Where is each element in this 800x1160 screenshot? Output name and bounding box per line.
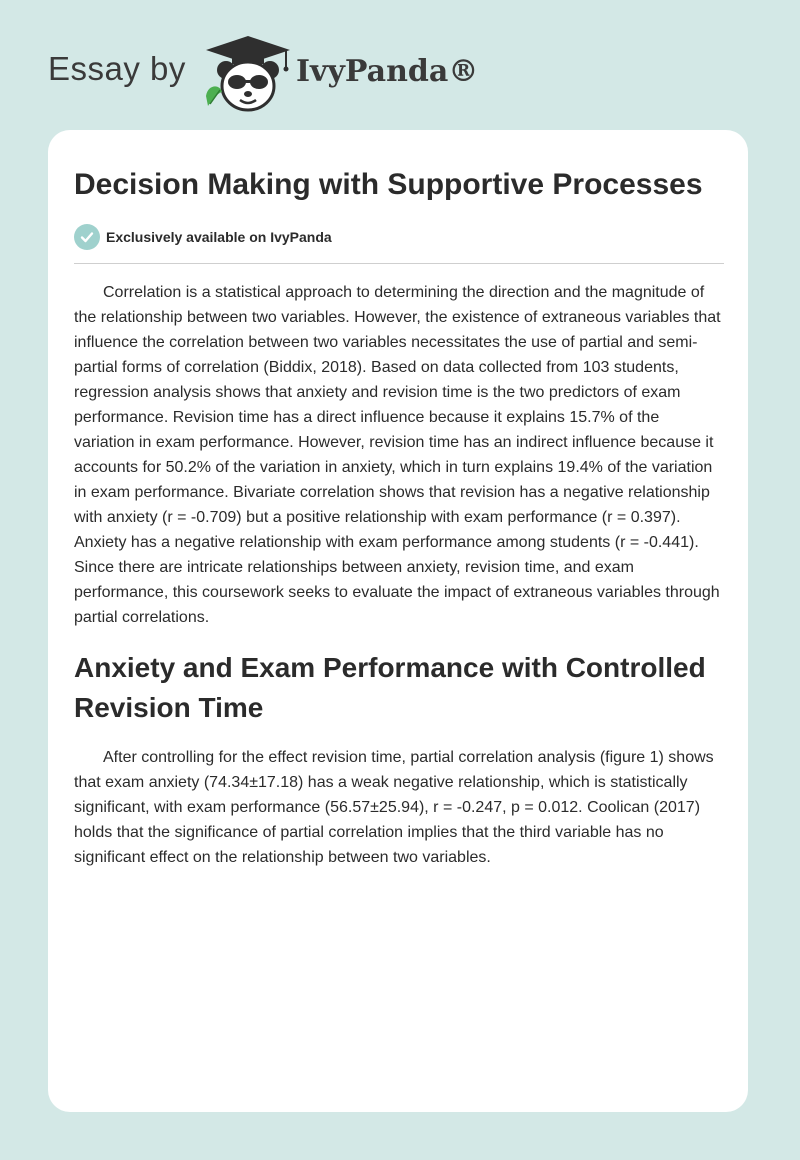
divider xyxy=(74,263,724,264)
essay-card xyxy=(48,130,748,1112)
check-circle-icon xyxy=(74,224,100,250)
exclusive-badge-text: Exclusively available on IvyPanda xyxy=(106,229,332,245)
panda-graduate-icon[interactable] xyxy=(202,34,294,114)
essay-by-label: Essay by xyxy=(48,50,186,87)
page-title: Decision Making with Supportive Processes xyxy=(74,168,703,201)
section-heading: Anxiety and Exam Performance with Controlled Revision Time xyxy=(74,652,706,723)
paragraph-intro: Correlation is a statistical approach to determining the direction and the magnitude of the relationship between two variables. However, the existence of extraneous variables that influence the correlation between two variables necessitates the use of partial and semi-partial forms of correlation (Biddix, 2018). Based on data collected from 103 students, regression analysis shows that anxiety and revision time is the two predictors of exam performance. Revision time has a direct influence because it explains 15.7% of the variation in exam performance. However, revision time has an indirect influence because it accounts for 50.2% of the variation in anxiety, which in turn explains 19.4% of the variation in exam performance. Bivariate correlation shows that revision has a negative relationship with anxiety (r = -0.709) but a positive relationship with exam performance (r = 0.397). Anxiety has a negative relationship with exam performance among students (r = -0.441). Since there are intricate relationships between anxiety, revision time, and exam performance, this coursework seeks to evaluate the impact of extraneous variables through partial correlations. xyxy=(74,284,721,626)
brand-name[interactable]: IvyPanda® xyxy=(296,54,479,89)
site-header xyxy=(48,34,508,114)
exclusive-badge xyxy=(74,223,724,251)
essay-content xyxy=(74,164,724,870)
paragraph-section: After controlling for the effect revision time, partial correlation analysis (figure 1) shows that exam anxiety (74.34±17.18) has a weak negative relationship, which is statistically significant, with exam performance (56.57±25.94), r = -0.247, p = 0.012. Coolican (2017) holds that the significance of partial correlation implies that the third variable has no significant effect on the relationship between two variables. xyxy=(74,749,714,866)
